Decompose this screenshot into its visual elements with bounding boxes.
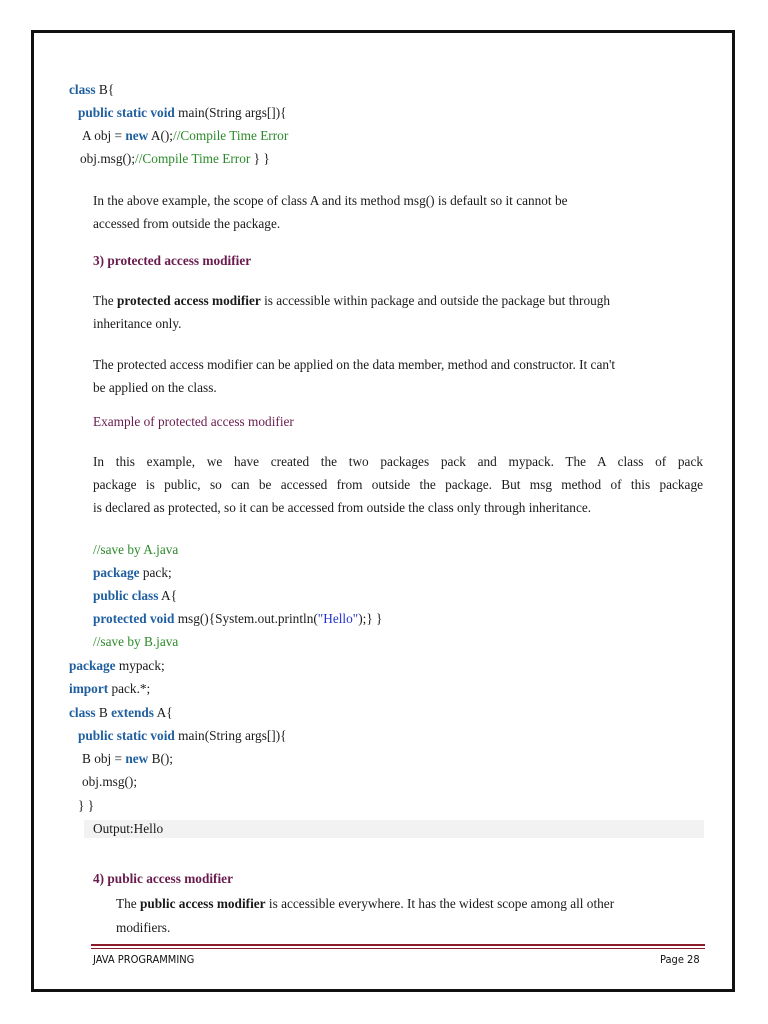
code-text: A(); (148, 128, 173, 143)
keyword: class (69, 82, 96, 97)
paragraph-line (116, 896, 614, 912)
code-text: A{ (154, 705, 173, 720)
keyword: public class (93, 588, 159, 603)
text: is accessible everywhere. It has the widest scope among all other (265, 896, 615, 911)
code-line: } } (78, 798, 95, 813)
code-line (69, 82, 114, 98)
text: is accessible within package and outside the package but through (260, 293, 611, 308)
code-line (69, 705, 173, 721)
code-text: );} } (358, 611, 383, 626)
code-text: pack.*; (108, 681, 151, 696)
code-line (93, 611, 382, 627)
paragraph-line: be applied on the class. (93, 380, 217, 395)
code-line: obj.msg(); (82, 774, 138, 789)
keyword: import (69, 681, 109, 696)
keyword: extends (111, 705, 154, 720)
bold-text: public access modifier (140, 896, 266, 911)
code-comment: //save by B.java (93, 634, 179, 649)
bold-text: protected access modifier (117, 293, 261, 308)
code-text: pack; (139, 565, 172, 580)
code-text: mypack; (115, 658, 165, 673)
paragraph-line (93, 293, 610, 309)
code-text: A obj = (82, 128, 126, 143)
code-line (82, 751, 173, 767)
code-text: } } (250, 151, 270, 166)
keyword: package (93, 565, 140, 580)
string-literal: "Hello" (317, 611, 359, 626)
text: The (93, 293, 117, 308)
keyword: protected void (93, 611, 175, 626)
keyword: class (69, 705, 96, 720)
text: The (116, 896, 140, 911)
paragraph-line: The protected access modifier can be applied on the data member, method and constructor. It can't (93, 357, 616, 372)
footer-rule (91, 948, 705, 949)
code-text: B obj = (82, 751, 126, 766)
code-line (93, 565, 172, 581)
keyword: new (125, 751, 149, 766)
keyword: public static void (78, 728, 175, 743)
keyword: package (69, 658, 116, 673)
code-line (78, 105, 287, 121)
paragraph-line: In the above example, the scope of class A and its method msg() is default so it cannot be (93, 193, 568, 208)
code-text: B(); (148, 751, 173, 766)
paragraph-line: accessed from outside the package. (93, 216, 281, 231)
code-text: B (95, 705, 112, 720)
paragraph-line: modifiers. (116, 920, 171, 935)
example-heading: Example of protected access modifier (93, 414, 294, 429)
paragraph-line: package is public, so can be accessed from outside the package. But msg method of this package (93, 477, 703, 492)
footer-title: JAVA PROGRAMMING (93, 953, 195, 966)
keyword: public static void (78, 105, 175, 120)
code-text: obj.msg(); (80, 151, 136, 166)
code-text: main(String args[]){ (174, 728, 287, 743)
paragraph-line: is declared as protected, so it can be accessed from outside the class only through inheritance. (93, 500, 592, 515)
code-line (78, 728, 287, 744)
paragraph-line: inheritance only. (93, 316, 182, 331)
code-comment: //Compile Time Error (173, 128, 289, 143)
paragraph-line: In this example, we have created the two packages pack and mypack. The A class of pack (93, 454, 703, 469)
code-comment: //save by A.java (93, 542, 179, 557)
code-text: main(String args[]){ (174, 105, 287, 120)
output-background (84, 820, 704, 838)
footer-rule (91, 944, 705, 946)
code-text: B{ (95, 82, 115, 97)
code-text: A{ (158, 588, 177, 603)
code-line (69, 681, 150, 697)
page-number: Page 28 (660, 953, 700, 966)
code-comment: //Compile Time Error (135, 151, 251, 166)
output-text: Output:Hello (93, 821, 164, 836)
code-line (69, 658, 165, 674)
code-line (93, 588, 177, 604)
code-line (82, 128, 288, 144)
section-heading: 3) protected access modifier (93, 253, 252, 268)
code-line (80, 151, 270, 167)
code-text: msg(){System.out.println( (174, 611, 318, 626)
keyword: new (125, 128, 149, 143)
section-heading: 4) public access modifier (93, 871, 233, 886)
